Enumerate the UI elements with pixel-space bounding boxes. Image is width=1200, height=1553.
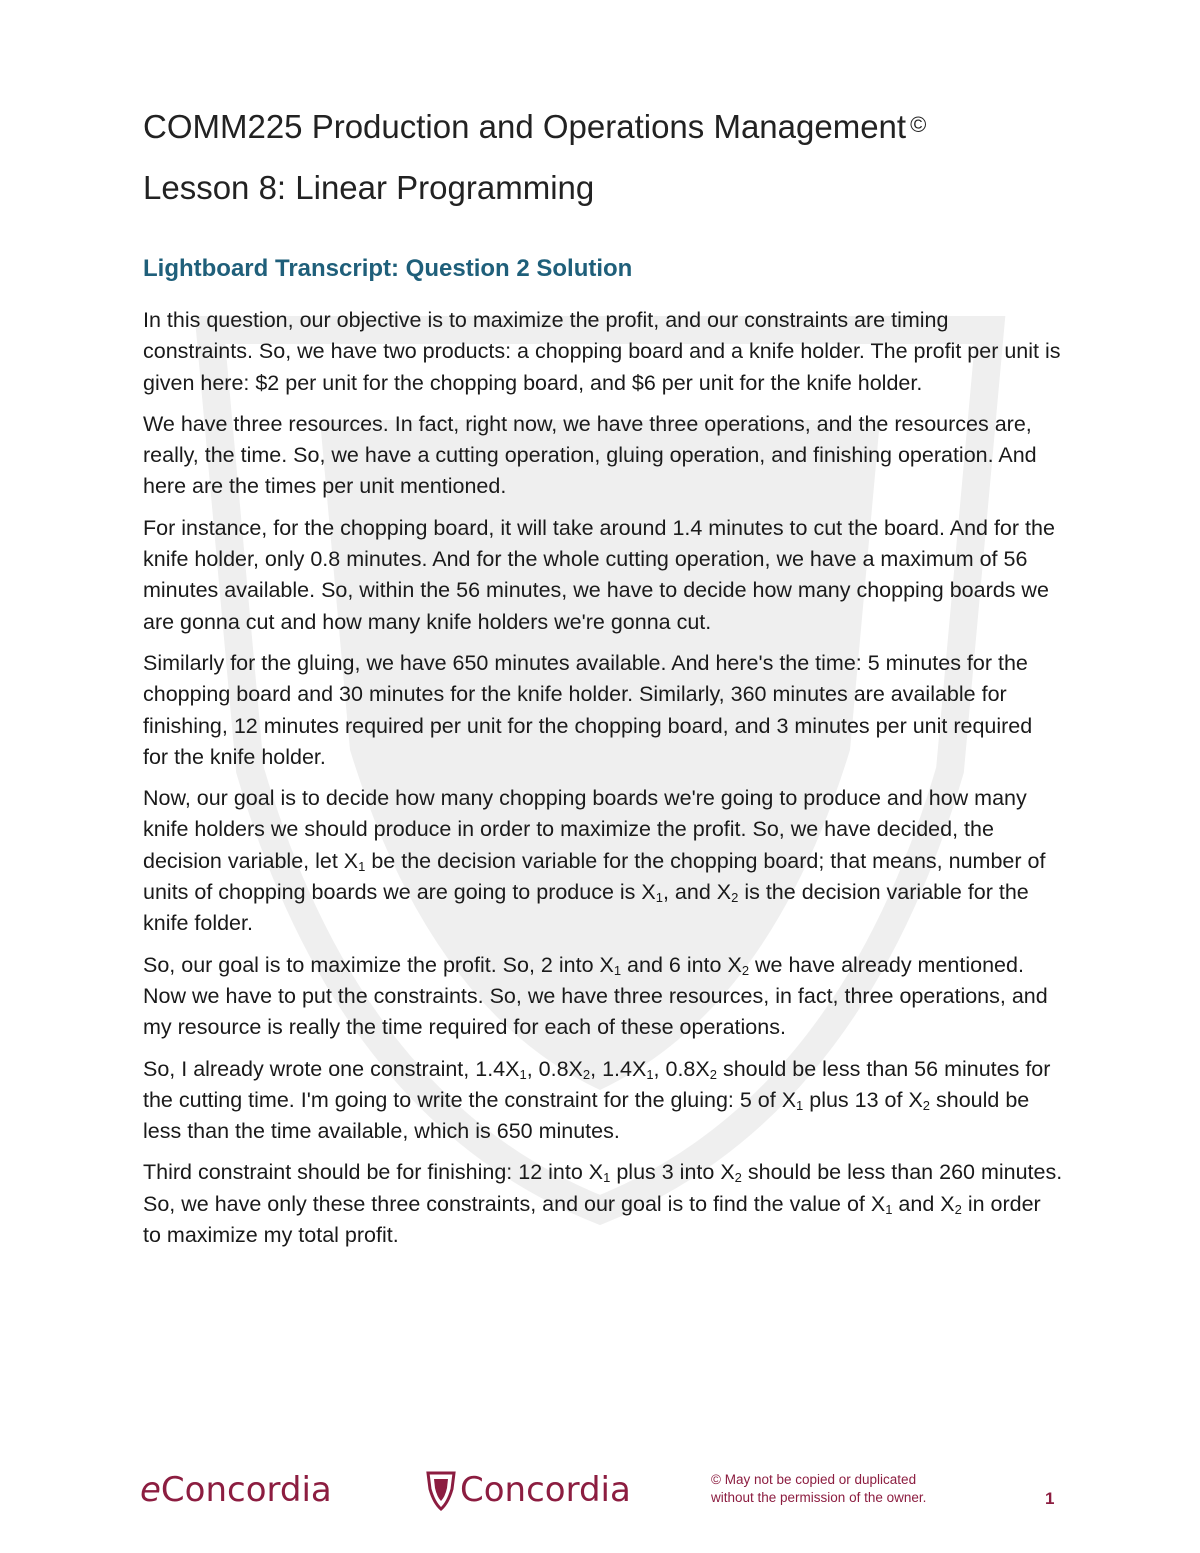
paragraph-4: Similarly for the gluing, we have 650 minutes available. And here's the time: 5 minutes for the chopping board and 30 minutes for the knife holder. Similarly, 360 minutes are available for finishing, 12 minutes required per unit for the chopping board, and 3 minutes per unit required for the knife holder. (143, 650, 1033, 769)
paragraph-3: For instance, for the chopping board, it will take around 1.4 minutes to cut the board. And for the knife holder, only 0.8 minutes. And for the whole cutting operation, we have a maximum of 56 minutes available. So, within the 56 minutes, we have to decide how many chopping boards we are gonna cut and how many knife holders we're gonna cut. (143, 515, 1055, 634)
copyright-note: © May not be copied or duplicated without the permission of the owner. (711, 1472, 927, 1505)
paragraph-8: Third constraint should be for finishing: 12 into $X_1$ plus 3 into $X_2$ should be less than 260 minutes. So, we have only these three constraints, and our goal is to find the value of $X_1$ and $X_2$ in order to maximize my total profit. (143, 1160, 1063, 1248)
transcript-body (143, 305, 1063, 1261)
paragraph-6: So, our goal is to maximize the profit. So, 2 into $X_1$ and 6 into $X_2$ we have already mentioned. Now we have to put the constraints. So, we have three resources, in fact, three operations, and my resource is really the time required for each of these operations. (143, 952, 1048, 1040)
econcordia-logo: eConcordia (140, 1470, 332, 1510)
concordia-shield-icon (426, 1471, 456, 1511)
copyright-symbol: © (910, 112, 927, 137)
page-title: COMM225 Production and Operations Management © (143, 108, 927, 145)
section-heading: Lightboard Transcript: Question 2 Solution (143, 255, 633, 282)
paragraph-1: In this question, our objective is to maximize the profit, and our constraints are timing constraints. So, we have two products: a chopping board and a knife holder. The profit per unit is given here: $2 per unit for the chopping board, and $6 per unit for the knife holder. (143, 308, 1061, 395)
page-number: 1 (1045, 1489, 1055, 1508)
concordia-logo: Concordia (426, 1467, 666, 1513)
paragraph-5: Now, our goal is to decide how many chopping boards we're going to produce and how many knife holders we should produce in order to maximize the profit. So, we have decided, the decision variable, let $X_1$ be the decision variable for the chopping board; that means, number of units of chopping boards we are going to produce is $X_1$, and $X_2$ is the decision variable for the knife folder. (143, 786, 1046, 936)
lesson-title: Lesson 8: Linear Programming (143, 169, 595, 206)
paragraph-7: So, I already wrote one constraint, $1.4X_1$, $0.8X_2$, $1.4X_1$, $0.8X_2$ should be less than 56 minutes for the cutting time. I'm going to write the constraint for the gluing: 5 of $X_1$ plus 13 of $X_2$ should be less than the time available, which is 650 minutes. (143, 1056, 1051, 1144)
paragraph-2: We have three resources. In fact, right now, we have three operations, and the resources are, really, the time. So, we have a cutting operation, gluing operation, and finishing operation. And here are the times per unit mentioned. (143, 411, 1037, 499)
